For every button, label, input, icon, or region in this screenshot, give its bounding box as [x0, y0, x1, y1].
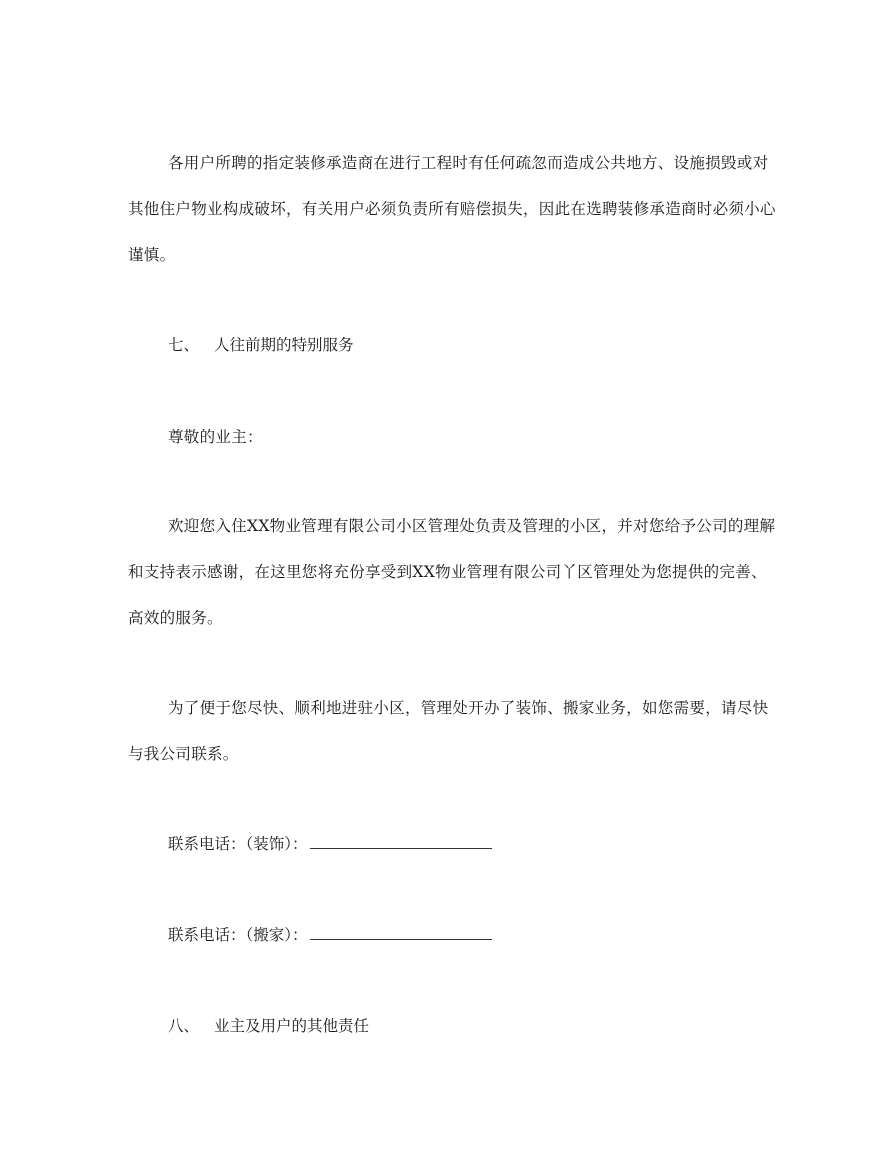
greeting: 尊敬的业主： — [168, 428, 263, 446]
paragraph-welcome: 欢迎您入住XX物业管理有限公司小区管理处负责及管理的小区，并对您给予公司的理解和支持表示感谢，在这里您将充份享受到XX物业管理有限公司丫区管理处为您提供的完善、高效的服务。 — [128, 517, 776, 627]
section-title: 业主及用户的其他责任 — [214, 1017, 370, 1035]
section-number: 七、 — [168, 336, 200, 354]
contact-moving — [168, 912, 492, 958]
section-number: 八、 — [168, 1017, 200, 1035]
section-heading-eight — [168, 1003, 369, 1049]
contact-moving-blank — [310, 927, 492, 940]
contact-decoration-label: 联系电话：（装饰）： — [168, 835, 308, 853]
contact-moving-label: 联系电话：（搬家）： — [168, 926, 308, 944]
paragraph-contractor-liability: 各用户所聘的指定装修承造商在进行工程时有任何疏忽而造成公共地方、设施损毁或对其他住户物业构成破坏，有关用户必须负责所有赔偿损失，因此在选聘装修承造商时必须小心谨慎。 — [128, 154, 776, 264]
contact-decoration-blank — [310, 836, 492, 849]
section-heading-seven — [168, 322, 354, 368]
paragraph-services: 为了便于您尽快、顺利地进驻小区，管理处开办了装饰、搬家业务，如您需要，请尽快与我公司联系。 — [128, 699, 769, 763]
section-title: 人往前期的特别服务 — [214, 336, 354, 354]
contact-decoration — [168, 821, 492, 867]
